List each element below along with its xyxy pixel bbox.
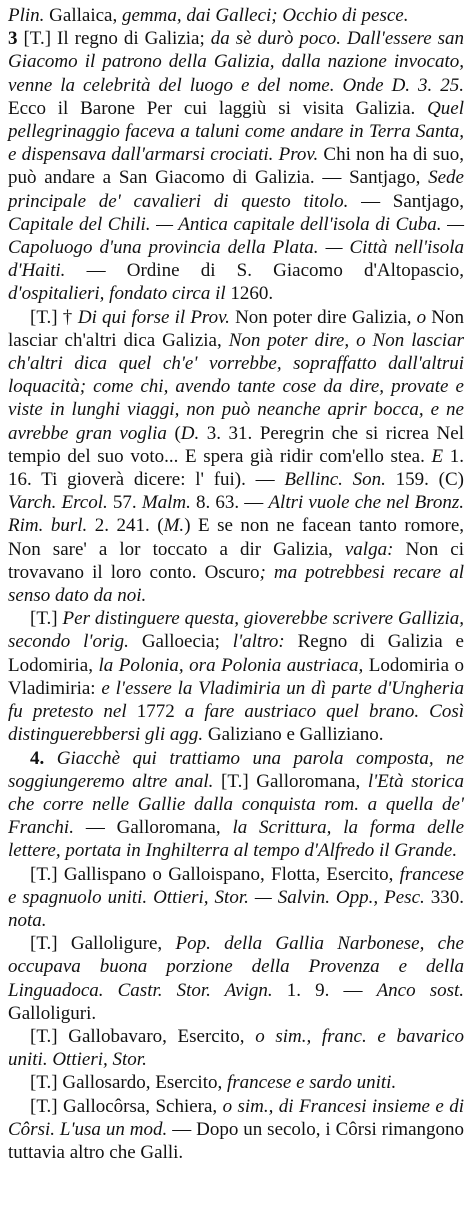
roman-text: Non lasciar ch'altri dica Galizia,	[8, 306, 465, 351]
italic-text: valga:	[344, 538, 406, 560]
italic-text: Varch. Ercol.	[8, 492, 113, 514]
roman-text: Non poter dire Galizia,	[235, 306, 417, 328]
roman-text: — Galloromana,	[85, 817, 233, 839]
roman-text: 2. 241. (	[94, 515, 164, 537]
roman-text: 1. 9. —	[286, 979, 377, 1001]
italic-text: Malm.	[141, 492, 197, 514]
italic-text: l'Età storica che corre nelle Gallie dalla conquista rom. a quella de' Franchi.	[8, 770, 464, 839]
roman-text: [T.] Gallobavaro, Esercito,	[30, 1025, 256, 1047]
entry-paragraph	[8, 306, 464, 608]
roman-text: 1260.	[230, 283, 274, 305]
roman-text: [T.] Gallocôrsa, Schiera,	[30, 1095, 223, 1117]
italic-text: Non poter dire, o Non lasciar ch'altri dica quel ch'e' vorrebbe, sopraffatto dall'altrui loquacità; come chi, avendo tante cose da dire, provate e viste in lunghi viaggi, non può neanche aprir bocca, e ne avrebbe gran voglia	[8, 329, 464, 444]
italic-text: Giacchè qui trattiamo una parola composta, ne soggiungeremo altre anal.	[8, 747, 464, 792]
roman-text: ) E se non ne facean tanto romore, Non sare' a lor toccato a dir Galizia,	[8, 515, 465, 560]
roman-text: Galloecia;	[141, 631, 233, 653]
roman-text: 1. 16. Ti gioverà dicere: l' fui). —	[8, 445, 465, 491]
entry-paragraph	[8, 863, 464, 933]
italic-text: Pop. della Gallia Narbonese, che occupava buona porzione della Provenza e della Linguadoca. Castr. Stor. Avign.	[8, 933, 464, 1001]
roman-text: 330.	[430, 886, 464, 908]
italic-text: Di qui forse il Prov.	[77, 306, 236, 328]
italic-text: Bellinc. Son.	[284, 469, 396, 491]
roman-text: 159. (C)	[395, 469, 464, 491]
italic-text: a fare austriaco quel brano. Così distinguerebbersi gli agg.	[8, 701, 465, 746]
roman-text: Gallaica,	[49, 5, 122, 26]
italic-text: Capitale del Chili. — Antica capitale dell'isola di Cuba. — Capoluogo d'una provincia della Plata. — Città nell'isola d'Haiti.	[8, 213, 464, 282]
roman-text: (	[174, 422, 181, 444]
roman-text: [T.] Galloromana,	[221, 770, 368, 792]
italic-text: o sim., franc. e bavarico uniti. Ottieri, Stor.	[8, 1025, 464, 1071]
italic-text: francese e spagnuolo uniti. Ottieri, Stor. — Salvin. Opp., Pesc.	[8, 863, 464, 908]
italic-text: o	[416, 306, 432, 328]
bold-text: 3	[8, 28, 24, 50]
italic-text: da sè durò poco. Dall'essere san Giacomo il patrono della Galizia, dalla nazione invocato, venne la celebrità del luogo e del nome. Onde D. 3. 25.	[8, 28, 465, 96]
roman-text: 57.	[112, 492, 142, 514]
italic-text: D.	[180, 422, 207, 444]
bold-text: 4.	[30, 747, 57, 769]
entry-paragraph	[8, 4, 464, 27]
entry-paragraph	[8, 747, 464, 863]
italic-text: Sede principale de' cavalieri di questo titolo.	[8, 167, 464, 212]
roman-text: — Santjago,	[361, 190, 464, 212]
italic-text: Anco sost.	[376, 979, 465, 1001]
roman-text: Regno di Galizia e Lodomiria,	[8, 631, 464, 676]
italic-text: la Scrittura, la forma delle lettere, portata in Inghilterra al tempo d'Alfredo il Grande.	[8, 817, 464, 862]
italic-text: M.	[163, 515, 185, 537]
entry-paragraph	[8, 932, 464, 1025]
roman-text: 8. 63. —	[196, 492, 269, 514]
italic-text: Quel pellegrinaggio faceva a taluni come andare in Terra Santa, e dispensava dall'armarsi crociati.	[8, 97, 464, 166]
entry-paragraph	[8, 607, 464, 746]
italic-text: francese e sardo uniti.	[226, 1072, 397, 1094]
roman-text: [T.] Galloligure,	[30, 933, 176, 955]
italic-text: la Polonia, ora Polonia austriaca,	[98, 654, 369, 676]
italic-text: Altri vuole che nel Bronz. Rim. burl.	[8, 492, 465, 537]
entry-paragraph	[8, 1095, 464, 1165]
italic-text: nota.	[8, 909, 47, 931]
roman-text: Galloliguri.	[8, 1002, 97, 1024]
roman-text: [T.] Gallispano o Galloispano, Flotta, Esercito,	[30, 863, 400, 885]
roman-text: Lodomiria o Vladimiria:	[8, 654, 465, 699]
roman-text: — Dopo un secolo, i Côrsi rimangono tuttavia altro che Galli.	[8, 1118, 464, 1163]
italic-text: Per distinguere questa, gioverebbe scrivere Gallizia, secondo l'orig.	[8, 608, 464, 653]
roman-text: Ecco il Barone Per cui laggiù si visita Galizia.	[8, 97, 428, 119]
roman-text: [T.] Il regno di Galizia;	[23, 28, 211, 50]
roman-text: [T.] Gallosardo, Esercito,	[30, 1072, 227, 1094]
italic-text: o sim., di Francesi insieme e di Côrsi. L'usa un mod.	[8, 1095, 464, 1140]
italic-text: E	[431, 445, 450, 467]
roman-text: 1772	[136, 701, 185, 723]
italic-text: l'altro:	[232, 631, 298, 653]
roman-text: [T.] †	[30, 306, 78, 328]
roman-text: — Ordine di S. Giacomo d'Altopascio,	[86, 260, 464, 282]
roman-text: Galiziano e Galliziano.	[207, 724, 384, 746]
entry-paragraph	[8, 1071, 464, 1094]
entry-paragraph	[8, 27, 464, 305]
italic-text: Plin.	[8, 5, 50, 26]
roman-text: Non ci trovavano il loro conto. Oscuro	[8, 538, 465, 583]
italic-text: e l'essere la Vladimiria un dì parte d'Ungheria fu pretesto nel	[8, 677, 464, 723]
roman-text: 3. 31. Peregrin che si ricrea Nel tempio del suo voto... E spera già ridir com'ello stea.	[8, 422, 464, 467]
entry-paragraph	[8, 1025, 464, 1071]
italic-text: Prov.	[278, 144, 324, 166]
italic-text: gemma, dai Galleci; Occhio di pesce.	[121, 5, 409, 26]
roman-text: [T.]	[30, 608, 63, 630]
italic-text: ; ma potrebbesi recare al senso dato da noi.	[8, 561, 464, 607]
italic-text: d'ospitalieri, fondato circa il	[8, 283, 231, 305]
roman-text: Chi non ha di suo, può andare a San Giacomo di Galizia. — Santjago,	[8, 144, 465, 189]
